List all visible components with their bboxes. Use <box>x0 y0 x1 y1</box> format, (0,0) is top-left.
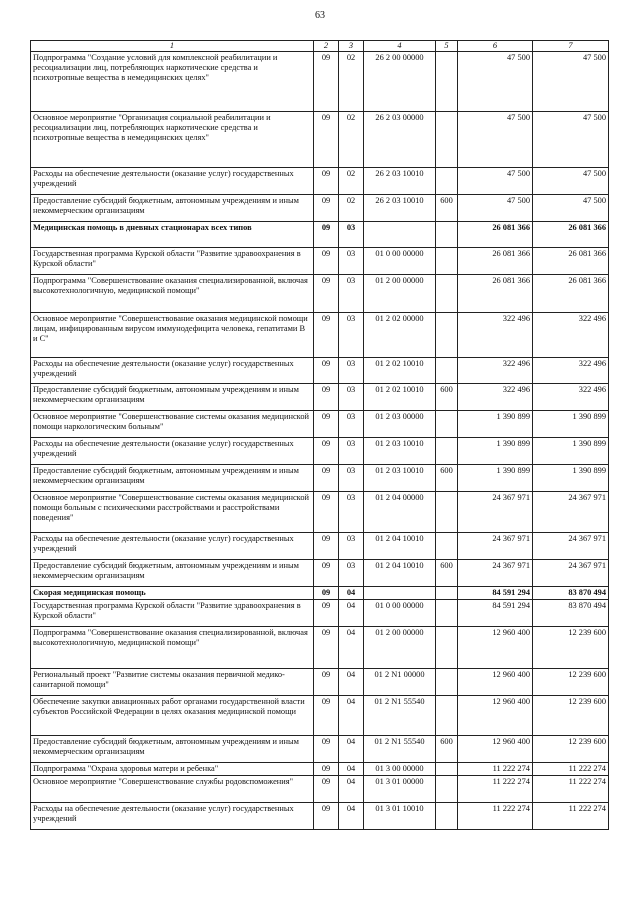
amount-year1-cell: 47 500 <box>458 167 533 194</box>
target-article-cell <box>364 221 436 247</box>
amount-year1-cell: 12 960 400 <box>458 626 533 668</box>
section-code-cell: 09 <box>314 626 339 668</box>
amount-year1-cell: 322 496 <box>458 312 533 357</box>
expense-type-cell <box>436 599 458 626</box>
expense-type-cell <box>436 802 458 829</box>
table-row <box>31 383 609 410</box>
amount-year2-cell: 12 239 600 <box>533 695 609 735</box>
expense-type-cell <box>436 167 458 194</box>
column-header: 7 <box>533 41 609 52</box>
target-article-cell: 01 2 N1 55540 <box>364 695 436 735</box>
expense-type-cell <box>436 491 458 532</box>
amount-year2-cell: 322 496 <box>533 312 609 357</box>
expense-type-cell: 600 <box>436 559 458 586</box>
expense-name-cell: Подпрограмма "Создание условий для комплексной реабилитации и ресоциализации лиц, потребляющих наркотические средства и психотропные вещества в немедицинских целях" <box>31 51 314 111</box>
subsection-code-cell: 03 <box>339 532 364 559</box>
subsection-code-cell: 03 <box>339 312 364 357</box>
amount-year1-cell: 24 367 971 <box>458 559 533 586</box>
expense-type-cell: 600 <box>436 383 458 410</box>
target-article-cell: 01 2 04 10010 <box>364 559 436 586</box>
expense-type-cell: 600 <box>436 735 458 762</box>
target-article-cell: 01 2 03 10010 <box>364 437 436 464</box>
amount-year2-cell: 83 870 494 <box>533 586 609 599</box>
amount-year1-cell: 26 081 366 <box>458 247 533 274</box>
amount-year1-cell: 26 081 366 <box>458 274 533 312</box>
table-row <box>31 586 609 599</box>
expense-name-cell: Основное мероприятие "Совершенствование системы оказания медицинской помощи больным с психическими расстройствами и расстройствами поведения" <box>31 491 314 532</box>
table-row <box>31 247 609 274</box>
table-row <box>31 775 609 802</box>
table-row <box>31 437 609 464</box>
amount-year2-cell: 83 870 494 <box>533 599 609 626</box>
target-article-cell: 26 2 03 00000 <box>364 111 436 167</box>
expense-name-cell: Обеспечение закупки авиационных работ органами государственной власти субъектов Российской Федерации в целях оказания медицинской помощи <box>31 695 314 735</box>
table-row <box>31 51 609 111</box>
section-code-cell: 09 <box>314 599 339 626</box>
amount-year2-cell: 1 390 899 <box>533 437 609 464</box>
section-code-cell: 09 <box>314 383 339 410</box>
target-article-cell: 01 2 N1 55540 <box>364 735 436 762</box>
expense-name-cell: Расходы на обеспечение деятельности (оказание услуг) государственных учреждений <box>31 167 314 194</box>
table-row <box>31 410 609 437</box>
table-row <box>31 668 609 695</box>
target-article-cell: 01 0 00 00000 <box>364 599 436 626</box>
expense-name-cell: Государственная программа Курской области "Развитие здравоохранения в Курской области" <box>31 247 314 274</box>
amount-year2-cell: 24 367 971 <box>533 532 609 559</box>
section-code-cell: 09 <box>314 194 339 221</box>
section-code-cell: 09 <box>314 735 339 762</box>
section-code-cell: 09 <box>314 586 339 599</box>
section-code-cell: 09 <box>314 762 339 775</box>
subsection-code-cell: 03 <box>339 221 364 247</box>
amount-year1-cell: 47 500 <box>458 194 533 221</box>
amount-year2-cell: 24 367 971 <box>533 491 609 532</box>
amount-year2-cell: 24 367 971 <box>533 559 609 586</box>
amount-year2-cell: 47 500 <box>533 167 609 194</box>
expense-type-cell <box>436 357 458 383</box>
amount-year1-cell: 1 390 899 <box>458 437 533 464</box>
target-article-cell: 01 0 00 00000 <box>364 247 436 274</box>
section-code-cell: 09 <box>314 111 339 167</box>
expense-name-cell: Основное мероприятие "Совершенствование системы оказания медицинской помощи наркологическим больным" <box>31 410 314 437</box>
amount-year2-cell: 11 222 274 <box>533 802 609 829</box>
expense-name-cell: Предоставление субсидий бюджетным, автономным учреждениям и иным некоммерческим организациям <box>31 559 314 586</box>
subsection-code-cell: 03 <box>339 410 364 437</box>
subsection-code-cell: 03 <box>339 357 364 383</box>
amount-year2-cell: 322 496 <box>533 383 609 410</box>
table-row <box>31 221 609 247</box>
amount-year1-cell: 12 960 400 <box>458 668 533 695</box>
column-header: 6 <box>458 41 533 52</box>
target-article-cell: 26 2 03 10010 <box>364 167 436 194</box>
target-article-cell: 01 2 N1 00000 <box>364 668 436 695</box>
column-header: 3 <box>339 41 364 52</box>
amount-year1-cell: 84 591 294 <box>458 599 533 626</box>
expense-name-cell: Расходы на обеспечение деятельности (оказание услуг) государственных учреждений <box>31 437 314 464</box>
section-code-cell: 09 <box>314 559 339 586</box>
subsection-code-cell: 04 <box>339 762 364 775</box>
amount-year2-cell: 11 222 274 <box>533 762 609 775</box>
subsection-code-cell: 03 <box>339 274 364 312</box>
amount-year2-cell: 12 239 600 <box>533 626 609 668</box>
target-article-cell: 01 2 04 10010 <box>364 532 436 559</box>
section-code-cell: 09 <box>314 695 339 735</box>
page-number: 63 <box>315 10 325 21</box>
section-code-cell: 09 <box>314 51 339 111</box>
section-code-cell: 09 <box>314 410 339 437</box>
amount-year1-cell: 24 367 971 <box>458 532 533 559</box>
subsection-code-cell: 03 <box>339 383 364 410</box>
target-article-cell: 01 2 00 00000 <box>364 626 436 668</box>
amount-year2-cell: 47 500 <box>533 194 609 221</box>
table-row <box>31 735 609 762</box>
table-row <box>31 532 609 559</box>
subsection-code-cell: 03 <box>339 437 364 464</box>
table-row <box>31 762 609 775</box>
target-article-cell: 26 2 03 10010 <box>364 194 436 221</box>
amount-year1-cell: 12 960 400 <box>458 695 533 735</box>
amount-year1-cell: 11 222 274 <box>458 762 533 775</box>
expense-name-cell: Основное мероприятие "Совершенствование службы родовспоможения" <box>31 775 314 802</box>
amount-year1-cell: 12 960 400 <box>458 735 533 762</box>
subsection-code-cell: 04 <box>339 668 364 695</box>
table-row <box>31 167 609 194</box>
expense-name-cell: Основное мероприятие "Организация социальной реабилитации и ресоциализации лиц, потребляющих наркотические средства и психотропные вещества в немедицинских целях" <box>31 111 314 167</box>
amount-year2-cell: 1 390 899 <box>533 464 609 491</box>
target-article-cell: 01 2 02 10010 <box>364 357 436 383</box>
expense-name-cell: Предоставление субсидий бюджетным, автономным учреждениям и иным некоммерческим организациям <box>31 383 314 410</box>
subsection-code-cell: 04 <box>339 695 364 735</box>
column-number-row <box>31 41 609 52</box>
table-row <box>31 802 609 829</box>
section-code-cell: 09 <box>314 464 339 491</box>
expense-name-cell: Предоставление субсидий бюджетным, автономным учреждениям и иным некоммерческим организациям <box>31 194 314 221</box>
subsection-code-cell: 04 <box>339 802 364 829</box>
column-header: 2 <box>314 41 339 52</box>
subsection-code-cell: 03 <box>339 247 364 274</box>
target-article-cell: 26 2 00 00000 <box>364 51 436 111</box>
expense-type-cell <box>436 51 458 111</box>
table-row <box>31 599 609 626</box>
expense-type-cell <box>436 274 458 312</box>
expense-type-cell <box>436 626 458 668</box>
target-article-cell: 01 2 03 00000 <box>364 410 436 437</box>
subsection-code-cell: 02 <box>339 111 364 167</box>
target-article-cell: 01 3 01 10010 <box>364 802 436 829</box>
section-code-cell: 09 <box>314 312 339 357</box>
expense-type-cell <box>436 775 458 802</box>
target-article-cell <box>364 586 436 599</box>
subsection-code-cell: 03 <box>339 491 364 532</box>
subsection-code-cell: 04 <box>339 626 364 668</box>
table-row <box>31 357 609 383</box>
amount-year2-cell: 1 390 899 <box>533 410 609 437</box>
column-header: 5 <box>436 41 458 52</box>
target-article-cell: 01 3 00 00000 <box>364 762 436 775</box>
amount-year2-cell: 12 239 600 <box>533 735 609 762</box>
subsection-code-cell: 03 <box>339 464 364 491</box>
section-code-cell: 09 <box>314 221 339 247</box>
expense-type-cell <box>436 221 458 247</box>
expense-name-cell: Расходы на обеспечение деятельности (оказание услуг) государственных учреждений <box>31 532 314 559</box>
expense-type-cell <box>436 312 458 357</box>
expense-type-cell: 600 <box>436 194 458 221</box>
expense-type-cell <box>436 111 458 167</box>
expense-type-cell <box>436 762 458 775</box>
subsection-code-cell: 04 <box>339 586 364 599</box>
table-row <box>31 695 609 735</box>
expense-type-cell <box>436 410 458 437</box>
amount-year2-cell: 26 081 366 <box>533 247 609 274</box>
target-article-cell: 01 2 00 00000 <box>364 274 436 312</box>
subsection-code-cell: 02 <box>339 194 364 221</box>
subsection-code-cell: 02 <box>339 167 364 194</box>
table-row <box>31 111 609 167</box>
table-row <box>31 194 609 221</box>
target-article-cell: 01 2 02 00000 <box>364 312 436 357</box>
amount-year2-cell: 26 081 366 <box>533 274 609 312</box>
amount-year1-cell: 47 500 <box>458 111 533 167</box>
subsection-code-cell: 04 <box>339 599 364 626</box>
target-article-cell: 01 2 04 00000 <box>364 491 436 532</box>
section-code-cell: 09 <box>314 802 339 829</box>
expense-name-cell: Медицинская помощь в дневных стационарах всех типов <box>31 221 314 247</box>
expense-name-cell: Региональный проект "Развитие системы оказания первичной медико-санитарной помощи" <box>31 668 314 695</box>
amount-year1-cell: 84 591 294 <box>458 586 533 599</box>
table-row <box>31 464 609 491</box>
table-row <box>31 559 609 586</box>
target-article-cell: 01 3 01 00000 <box>364 775 436 802</box>
expense-name-cell: Расходы на обеспечение деятельности (оказание услуг) государственных учреждений <box>31 802 314 829</box>
table-row <box>31 491 609 532</box>
amount-year2-cell: 11 222 274 <box>533 775 609 802</box>
section-code-cell: 09 <box>314 247 339 274</box>
expense-name-cell: Скорая медицинская помощь <box>31 586 314 599</box>
expense-name-cell: Государственная программа Курской области "Развитие здравоохранения в Курской области" <box>31 599 314 626</box>
amount-year1-cell: 11 222 274 <box>458 802 533 829</box>
subsection-code-cell: 04 <box>339 735 364 762</box>
section-code-cell: 09 <box>314 274 339 312</box>
expense-type-cell <box>436 668 458 695</box>
section-code-cell: 09 <box>314 437 339 464</box>
expense-name-cell: Подпрограмма "Совершенствование оказания специализированной, включая высокотехнологичную, медицинской помощи" <box>31 274 314 312</box>
amount-year1-cell: 1 390 899 <box>458 464 533 491</box>
section-code-cell: 09 <box>314 357 339 383</box>
expense-name-cell: Подпрограмма "Совершенствование оказания специализированной, включая высокотехнологичную, медицинской помощи" <box>31 626 314 668</box>
expense-type-cell <box>436 532 458 559</box>
subsection-code-cell: 03 <box>339 559 364 586</box>
table-row <box>31 312 609 357</box>
expense-type-cell <box>436 586 458 599</box>
section-code-cell: 09 <box>314 775 339 802</box>
subsection-code-cell: 02 <box>339 51 364 111</box>
target-article-cell: 01 2 03 10010 <box>364 464 436 491</box>
amount-year1-cell: 24 367 971 <box>458 491 533 532</box>
amount-year1-cell: 26 081 366 <box>458 221 533 247</box>
amount-year2-cell: 47 500 <box>533 51 609 111</box>
amount-year1-cell: 322 496 <box>458 383 533 410</box>
expense-name-cell: Подпрограмма "Охрана здоровья матери и ребенка" <box>31 762 314 775</box>
expense-type-cell <box>436 437 458 464</box>
amount-year1-cell: 47 500 <box>458 51 533 111</box>
expense-name-cell: Расходы на обеспечение деятельности (оказание услуг) государственных учреждений <box>31 357 314 383</box>
expense-name-cell: Предоставление субсидий бюджетным, автономным учреждениям и иным некоммерческим организациям <box>31 735 314 762</box>
budget-table <box>30 40 609 830</box>
table-row <box>31 274 609 312</box>
section-code-cell: 09 <box>314 668 339 695</box>
amount-year2-cell: 26 081 366 <box>533 221 609 247</box>
column-header: 1 <box>31 41 314 52</box>
expense-type-cell <box>436 247 458 274</box>
expense-type-cell <box>436 695 458 735</box>
amount-year1-cell: 1 390 899 <box>458 410 533 437</box>
section-code-cell: 09 <box>314 532 339 559</box>
column-header: 4 <box>364 41 436 52</box>
amount-year2-cell: 322 496 <box>533 357 609 383</box>
expense-name-cell: Основное мероприятие "Совершенствование оказания медицинской помощи лицам, инфицированным вирусом иммунодефицита человека, гепатитами В и С" <box>31 312 314 357</box>
amount-year1-cell: 322 496 <box>458 357 533 383</box>
amount-year2-cell: 47 500 <box>533 111 609 167</box>
amount-year2-cell: 12 239 600 <box>533 668 609 695</box>
table-body <box>31 51 609 829</box>
amount-year1-cell: 11 222 274 <box>458 775 533 802</box>
expense-type-cell: 600 <box>436 464 458 491</box>
section-code-cell: 09 <box>314 167 339 194</box>
target-article-cell: 01 2 02 10010 <box>364 383 436 410</box>
table-row <box>31 626 609 668</box>
subsection-code-cell: 04 <box>339 775 364 802</box>
expense-name-cell: Предоставление субсидий бюджетным, автономным учреждениям и иным некоммерческим организациям <box>31 464 314 491</box>
section-code-cell: 09 <box>314 491 339 532</box>
